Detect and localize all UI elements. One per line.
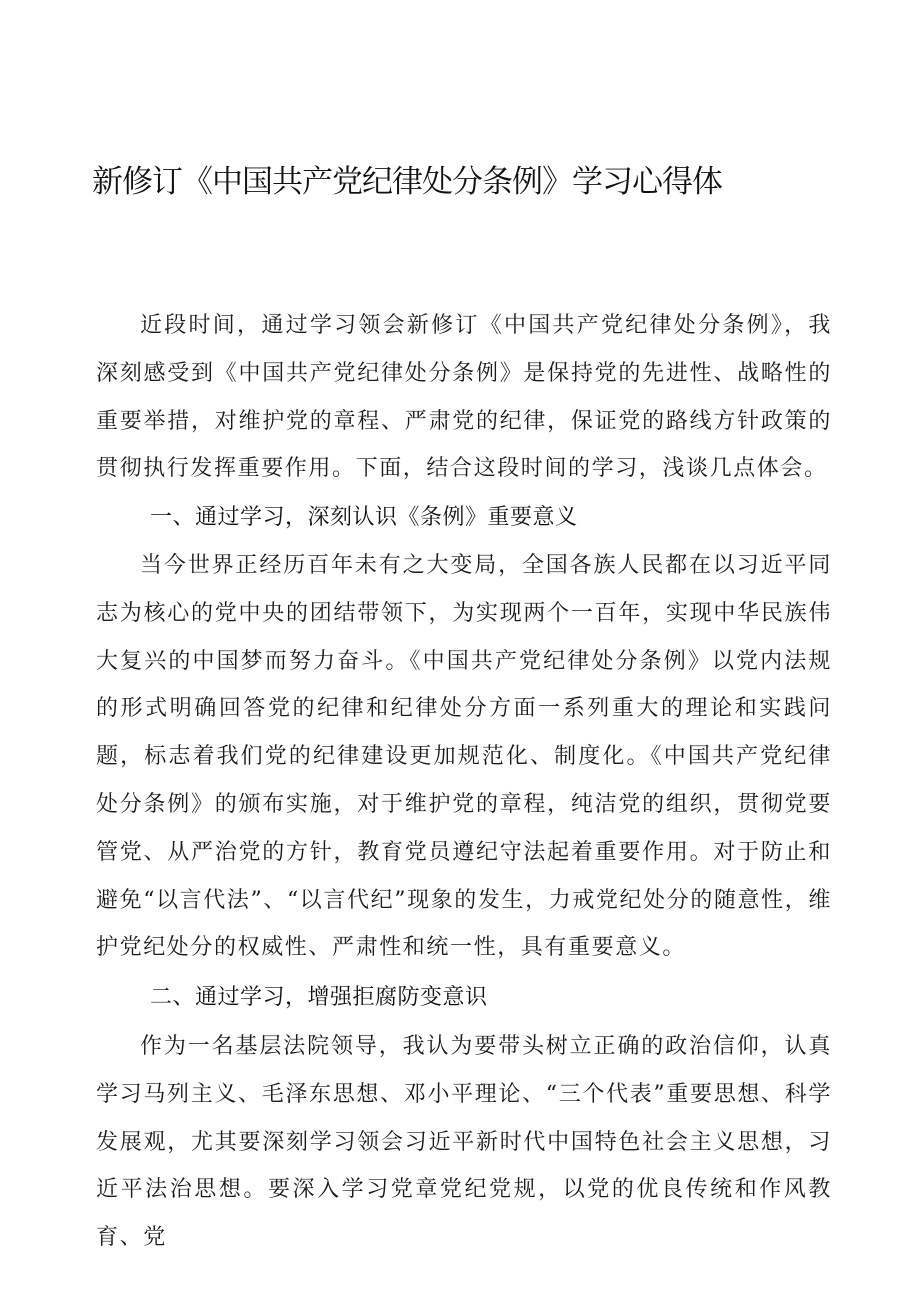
document-title: 新修订《中国共产党纪律处分条例》学习心得体 xyxy=(92,164,722,200)
section-paragraph-1: 当今世界正经历百年未有之大变局，全国各族人民都在以习近平同志为核心的党中央的团结带领下，为实现两个一百年，实现中华民族伟大复兴的中国梦而努力奋斗。《中国共产党纪律处分条例》以党内法规的形式明确回答党的纪律和纪律处分方面一系列重大的理论和实践问题，标志着我们党的纪律建设更加规范化、制度化。《中国共产党纪律处分条例》的颁布实施，对于维护党的章程，纯洁党的组织，贯彻党要管党、从严治党的方针，教育党员遵纪守法起着重要作用。对于防止和避免“以言代法”、“以言代纪”现象的发生，力戒党纪处分的随意性，维护党纪处分的权威性、严肃性和统一性，具有重要意义。 xyxy=(96,553,832,961)
section-heading-1: 一、通过学习，深刻认识《条例》重要意义 xyxy=(150,505,578,530)
section-paragraph-2: 作为一名基层法院领导，我认为要带头树立正确的政治信仰，认真学习马列主义、毛泽东思想、邓小平理论、“三个代表”重要思想、科学发展观，尤其要深刻学习领会习近平新时代中国特色社会主义思想，习近平法治思想。要深入学习党章党纪党规，以党的优良传统和作风教育、党 xyxy=(96,1034,832,1251)
section-heading-2: 二、通过学习，增强拒腐防变意识 xyxy=(150,985,488,1010)
intro-paragraph: 近段时间，通过学习领会新修订《中国共产党纪律处分条例》，我深刻感受到《中国共产党纪律处分条例》是保持党的先进性、战略性的重要举措，对维护党的章程、严肃党的纪律，保证党的路线方针政策的贯彻执行发挥重要作用。下面，结合这段时间的学习，浅谈几点体会。 xyxy=(96,313,832,482)
